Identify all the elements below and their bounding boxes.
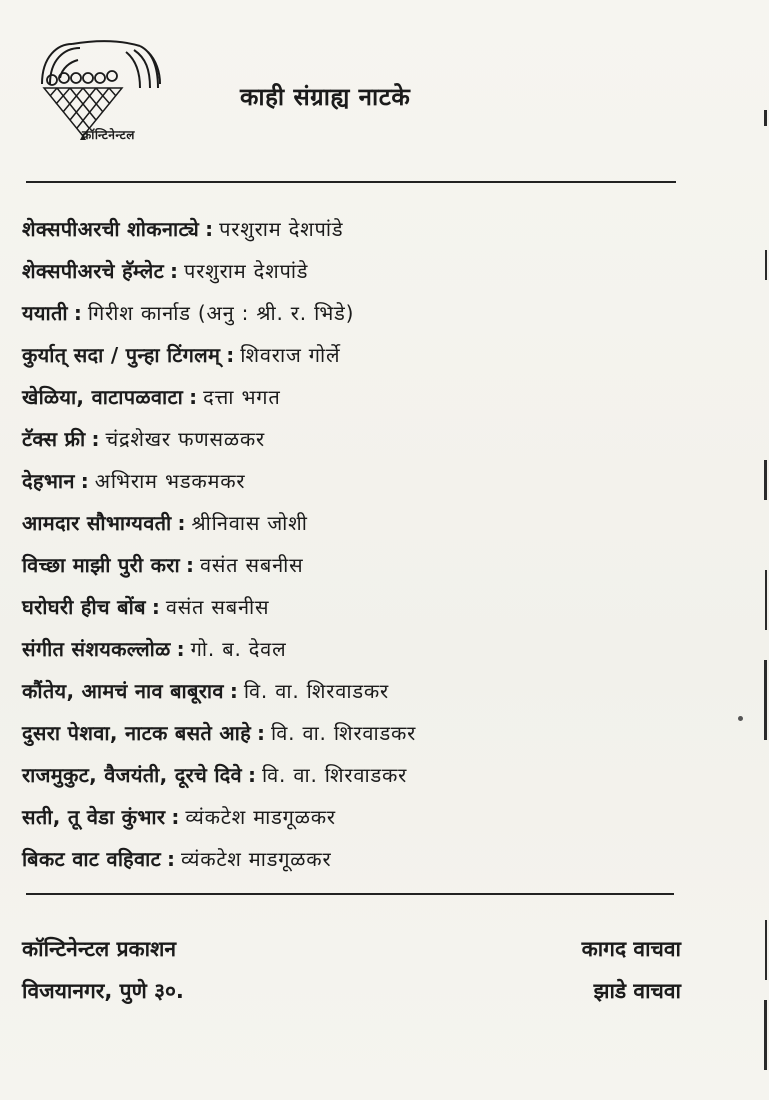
title-author-separator: :: [80, 469, 89, 493]
play-entry: [22, 754, 416, 796]
title-author-separator: :: [151, 595, 160, 619]
play-title: दुसरा पेशवा, नाटक बसते आहे: [22, 721, 252, 745]
play-title: ययाती: [22, 301, 68, 325]
title-author-separator: :: [257, 721, 266, 745]
title-author-separator: :: [177, 511, 186, 535]
top-divider: [26, 181, 676, 183]
publisher-address: विजयानगर, पुणे ३०.: [22, 979, 184, 1003]
play-author: वि. वा. शिरवाडकर: [243, 679, 389, 703]
play-author: वसंत सबनीस: [165, 595, 270, 619]
play-list: [22, 208, 416, 880]
play-entry: [22, 502, 416, 544]
play-author: व्यंकटेश माडगूळकर: [185, 805, 336, 829]
slogan-line-1: कागद वाचवा: [581, 937, 681, 961]
play-title: संगीत संशयकल्लोळ: [22, 637, 171, 661]
play-entry: [22, 250, 416, 292]
play-entry: [22, 376, 416, 418]
play-author: वि. वा. शिरवाडकर: [271, 721, 417, 745]
play-entry: [22, 208, 416, 250]
play-author: गो. ब. देवल: [190, 637, 287, 661]
play-author: चंद्रशेखर फणसळकर: [105, 427, 266, 451]
title-author-separator: :: [176, 637, 185, 661]
play-entry: [22, 418, 416, 460]
play-entry: [22, 586, 416, 628]
title-author-separator: :: [185, 553, 194, 577]
play-title: सती, तू वेडा कुंभार: [22, 805, 166, 829]
play-entry: [22, 670, 416, 712]
play-author: वसंत सबनीस: [199, 553, 304, 577]
title-author-separator: :: [247, 763, 256, 787]
title-author-separator: :: [171, 805, 180, 829]
play-title: घरोघरी हीच बोंब: [22, 595, 146, 619]
page-edge-marks: [761, 100, 769, 1080]
play-title: विच्छा माझी पुरी करा: [22, 553, 180, 577]
page-heading: काही संग्राह्य नाटके: [240, 83, 411, 111]
play-title: कौंतेय, आमचं नाव बाबूराव: [22, 679, 224, 703]
play-entry: [22, 628, 416, 670]
title-author-separator: :: [170, 259, 179, 283]
publisher-name: कॉन्टिनेन्टल प्रकाशन: [22, 937, 177, 961]
title-author-separator: :: [205, 217, 214, 241]
play-author: गिरीश कार्नाड (अनु : श्री. र. भिडे): [87, 301, 355, 325]
play-author: परशुराम देशपांडे: [219, 217, 344, 241]
play-entry: [22, 334, 416, 376]
slogan-line-2: झाडे वाचवा: [593, 979, 681, 1003]
play-title: खेळिया, वाटापळवाटा: [22, 385, 184, 409]
title-author-separator: :: [189, 385, 198, 409]
play-entry: [22, 796, 416, 838]
play-author: अभिराम भडकमकर: [94, 469, 246, 493]
logo-wordmark: कॉन्टिनेन्टल: [82, 128, 135, 142]
publisher-logo: [36, 38, 176, 148]
slogan-block: [582, 928, 681, 1012]
play-entry: [22, 838, 416, 880]
play-author: शिवराज गोर्ले: [240, 343, 341, 367]
play-author: दत्ता भगत: [203, 385, 281, 409]
ink-speck: [738, 716, 743, 721]
play-title: देहभान: [22, 469, 75, 493]
play-title: बिकट वाट वहिवाट: [22, 847, 161, 871]
bottom-divider: [26, 893, 674, 895]
play-entry: [22, 712, 416, 754]
title-author-separator: :: [91, 427, 100, 451]
play-title: शेक्सपीअरचे हॅम्लेट: [22, 259, 165, 283]
play-title: कुर्यात् सदा / पुन्हा टिंगलम्: [22, 343, 221, 367]
title-author-separator: :: [226, 343, 235, 367]
play-title: राजमुकुट, वैजयंती, दूरचे दिवे: [22, 763, 242, 787]
play-title: टॅक्स फ्री: [22, 427, 86, 451]
play-author: श्रीनिवास जोशी: [191, 511, 308, 535]
publisher-block: [22, 928, 184, 1012]
play-author: परशुराम देशपांडे: [184, 259, 309, 283]
title-author-separator: :: [229, 679, 238, 703]
play-entry: [22, 292, 416, 334]
title-author-separator: :: [166, 847, 175, 871]
play-title: शेक्सपीअरची शोकनाट्ये: [22, 217, 200, 241]
title-author-separator: :: [73, 301, 82, 325]
play-author: वि. वा. शिरवाडकर: [261, 763, 408, 787]
play-author: व्यंकटेश माडगूळकर: [180, 847, 332, 871]
play-title: आमदार सौभाग्यवती: [22, 511, 172, 535]
play-entry: [22, 544, 416, 586]
play-entry: [22, 460, 416, 502]
